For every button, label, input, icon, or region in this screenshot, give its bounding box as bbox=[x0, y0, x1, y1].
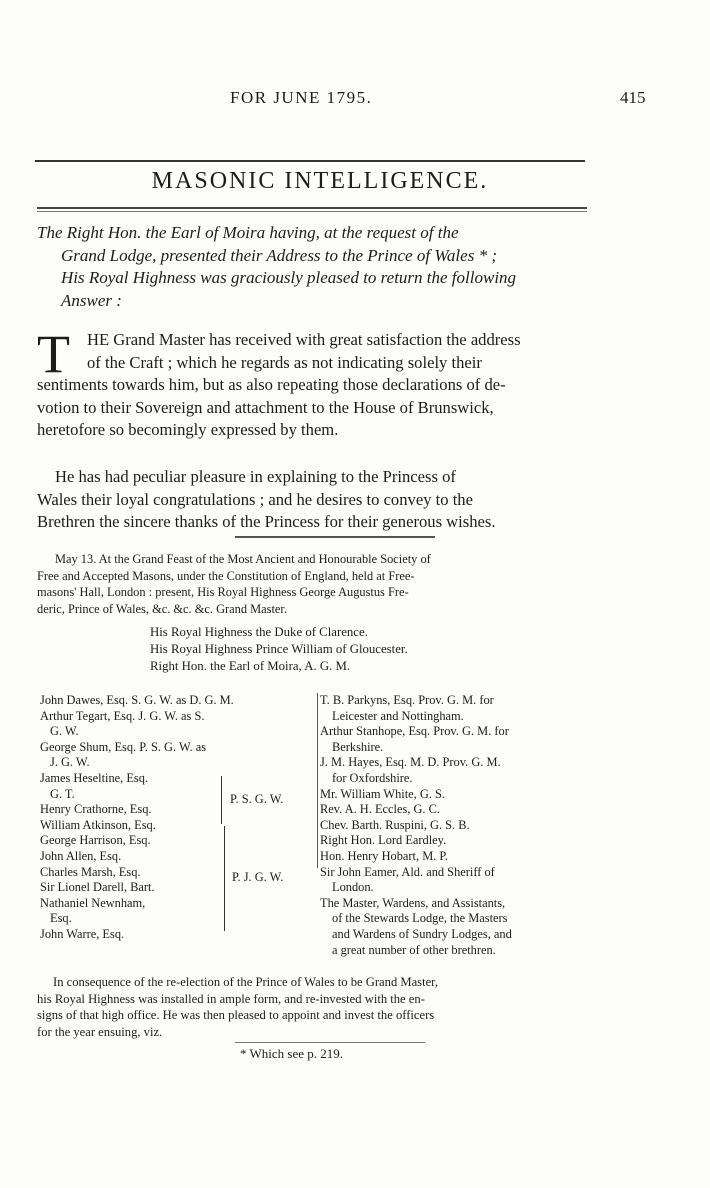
drop-cap: T bbox=[37, 324, 70, 384]
officer-entry: Right Hon. Lord Eardley. bbox=[320, 833, 447, 848]
officer-entry: James Heseltine, Esq. bbox=[40, 770, 149, 785]
closing-line: for the year ensuing, viz. bbox=[37, 1024, 163, 1039]
intro-line: The Right Hon. the Earl of Moira having, at the request of the bbox=[37, 223, 459, 242]
officers-right-column bbox=[320, 693, 605, 958]
officer-entry: for Oxfordshire. bbox=[332, 770, 413, 785]
feast-line: deric, Prince of Wales, &c. &c. &c. Grand Master. bbox=[37, 601, 287, 616]
royal-attendee: His Royal Highness Prince William of Gloucester. bbox=[150, 642, 408, 656]
feast-line: May 13. At the Grand Feast of the Most Ancient and Honourable Society of bbox=[55, 552, 431, 566]
officer-entry: William Atkinson, Esq. bbox=[40, 817, 156, 832]
officer-entry: T. B. Parkyns, Esq. Prov. G. M. for bbox=[320, 693, 494, 707]
column-divider bbox=[317, 693, 318, 868]
answer-line: votion to their Sovereign and attachment to the House of Brunswick, bbox=[37, 397, 494, 417]
page-number: 415 bbox=[620, 88, 646, 107]
royal-attendee: Right Hon. the Earl of Moira, A. G. M. bbox=[150, 659, 351, 673]
closing-line: In consequence of the re-election of the Prince of Wales to be Grand Master, bbox=[53, 975, 439, 989]
brace-label-past-junior: P. J. G. W. bbox=[232, 870, 284, 884]
closing-line: his Royal Highness was installed in ample form, and re-invested with the en- bbox=[37, 991, 425, 1006]
royal-attendee: His Royal Highness the Duke of Clarence. bbox=[150, 625, 368, 639]
answer-line: HE Grand Master has received with great satisfaction the address bbox=[87, 330, 521, 349]
officer-entry: The Master, Wardens, and Assistants, bbox=[320, 895, 506, 910]
closing-paragraph bbox=[37, 974, 607, 1040]
officer-entry: Nathaniel Newnham, bbox=[40, 895, 146, 910]
title-rule-thin bbox=[37, 211, 587, 212]
officer-entry: George Shum, Esq. P. S. G. W. as bbox=[40, 739, 207, 754]
officer-entry: Mr. William White, G. S. bbox=[320, 786, 446, 801]
answer-paragraph-1 bbox=[37, 324, 597, 442]
feast-line: Free and Accepted Masons, under the Constitution of England, held at Free- bbox=[37, 568, 415, 583]
officer-entry: John Dawes, Esq. S. G. W. as D. G. M. bbox=[40, 693, 234, 707]
answer-line: heretofore so becomingly expressed by them. bbox=[37, 420, 339, 439]
officer-entry: Henry Crathorne, Esq. bbox=[40, 802, 152, 817]
officer-entry: Rev. A. H. Eccles, G. C. bbox=[320, 802, 440, 817]
officer-entry: Sir John Eamer, Ald. and Sheriff of bbox=[320, 864, 495, 879]
officer-entry: Esq. bbox=[50, 911, 72, 926]
brace-label-past-senior: P. S. G. W. bbox=[230, 792, 284, 806]
answer-line: of the Craft ; which he regards as not indicating solely their bbox=[87, 352, 482, 372]
royal-attendees bbox=[150, 624, 570, 675]
answer-line: Brethren the sincere thanks of the Princess for their generous wishes. bbox=[37, 512, 496, 531]
footnote: * Which see p. 219. bbox=[240, 1046, 344, 1061]
officer-entry: Berkshire. bbox=[332, 739, 384, 754]
answer-line: He has had peculiar pleasure in explaining to the Princess of bbox=[55, 467, 456, 486]
officer-entry: J. M. Hayes, Esq. M. D. Prov. G. M. bbox=[320, 755, 501, 770]
intro-paragraph bbox=[37, 222, 597, 312]
officer-entry: Charles Marsh, Esq. bbox=[40, 864, 141, 879]
officer-entry: a great number of other brethren. bbox=[332, 942, 496, 957]
officer-entry: Arthur Stanhope, Esq. Prov. G. M. for bbox=[320, 724, 509, 739]
brace-past-senior bbox=[215, 776, 222, 824]
footnote-rule bbox=[235, 1042, 425, 1043]
answer-paragraph-2 bbox=[37, 466, 597, 534]
officer-entry: Sir Lionel Darell, Bart. bbox=[40, 880, 155, 895]
officer-entry: Leicester and Nottingham. bbox=[332, 708, 464, 723]
officer-entry: London. bbox=[332, 880, 374, 895]
section-divider bbox=[235, 536, 435, 538]
closing-line: signs of that high office. He was then pleased to appoint and invest the officers bbox=[37, 1008, 435, 1022]
officer-entry: Arthur Tegart, Esq. J. G. W. as S. bbox=[40, 708, 205, 723]
brace-past-junior bbox=[218, 826, 225, 931]
officers-left-column bbox=[40, 693, 310, 943]
officer-entry: Hon. Henry Hobart, M. P. bbox=[320, 848, 449, 863]
feast-paragraph bbox=[37, 551, 597, 617]
officer-entry: John Allen, Esq. bbox=[40, 848, 122, 863]
answer-line: sentiments towards him, but as also repeating those declarations of de- bbox=[37, 375, 506, 394]
intro-line: Grand Lodge, presented their Address to the Prince of Wales * ; bbox=[61, 245, 497, 265]
top-rule bbox=[35, 160, 585, 162]
officer-entry: G. W. bbox=[50, 724, 79, 739]
officer-entry: G. T. bbox=[50, 786, 75, 801]
intro-line: Answer : bbox=[61, 290, 122, 310]
intro-line: His Royal Highness was graciously pleased to return the following bbox=[61, 268, 517, 287]
feast-line: masons' Hall, London : present, His Royal Highness George Augustus Fre- bbox=[37, 585, 409, 599]
officer-entry: Chev. Barth. Ruspini, G. S. B. bbox=[320, 817, 470, 832]
answer-line: Wales their loyal congratulations ; and he desires to convey to the bbox=[37, 489, 473, 509]
running-head bbox=[0, 88, 710, 114]
running-title: FOR JUNE 1795. bbox=[230, 88, 373, 107]
officer-entry: J. G. W. bbox=[50, 755, 90, 770]
officer-entry: George Harrison, Esq. bbox=[40, 833, 151, 848]
title-rule bbox=[37, 207, 587, 209]
officer-entry: John Warre, Esq. bbox=[40, 926, 125, 941]
section-title: MASONIC INTELLIGENCE. bbox=[151, 168, 489, 194]
officer-entry: and Wardens of Sundry Lodges, and bbox=[332, 926, 512, 941]
officer-entry: of the Stewards Lodge, the Masters bbox=[332, 911, 508, 926]
